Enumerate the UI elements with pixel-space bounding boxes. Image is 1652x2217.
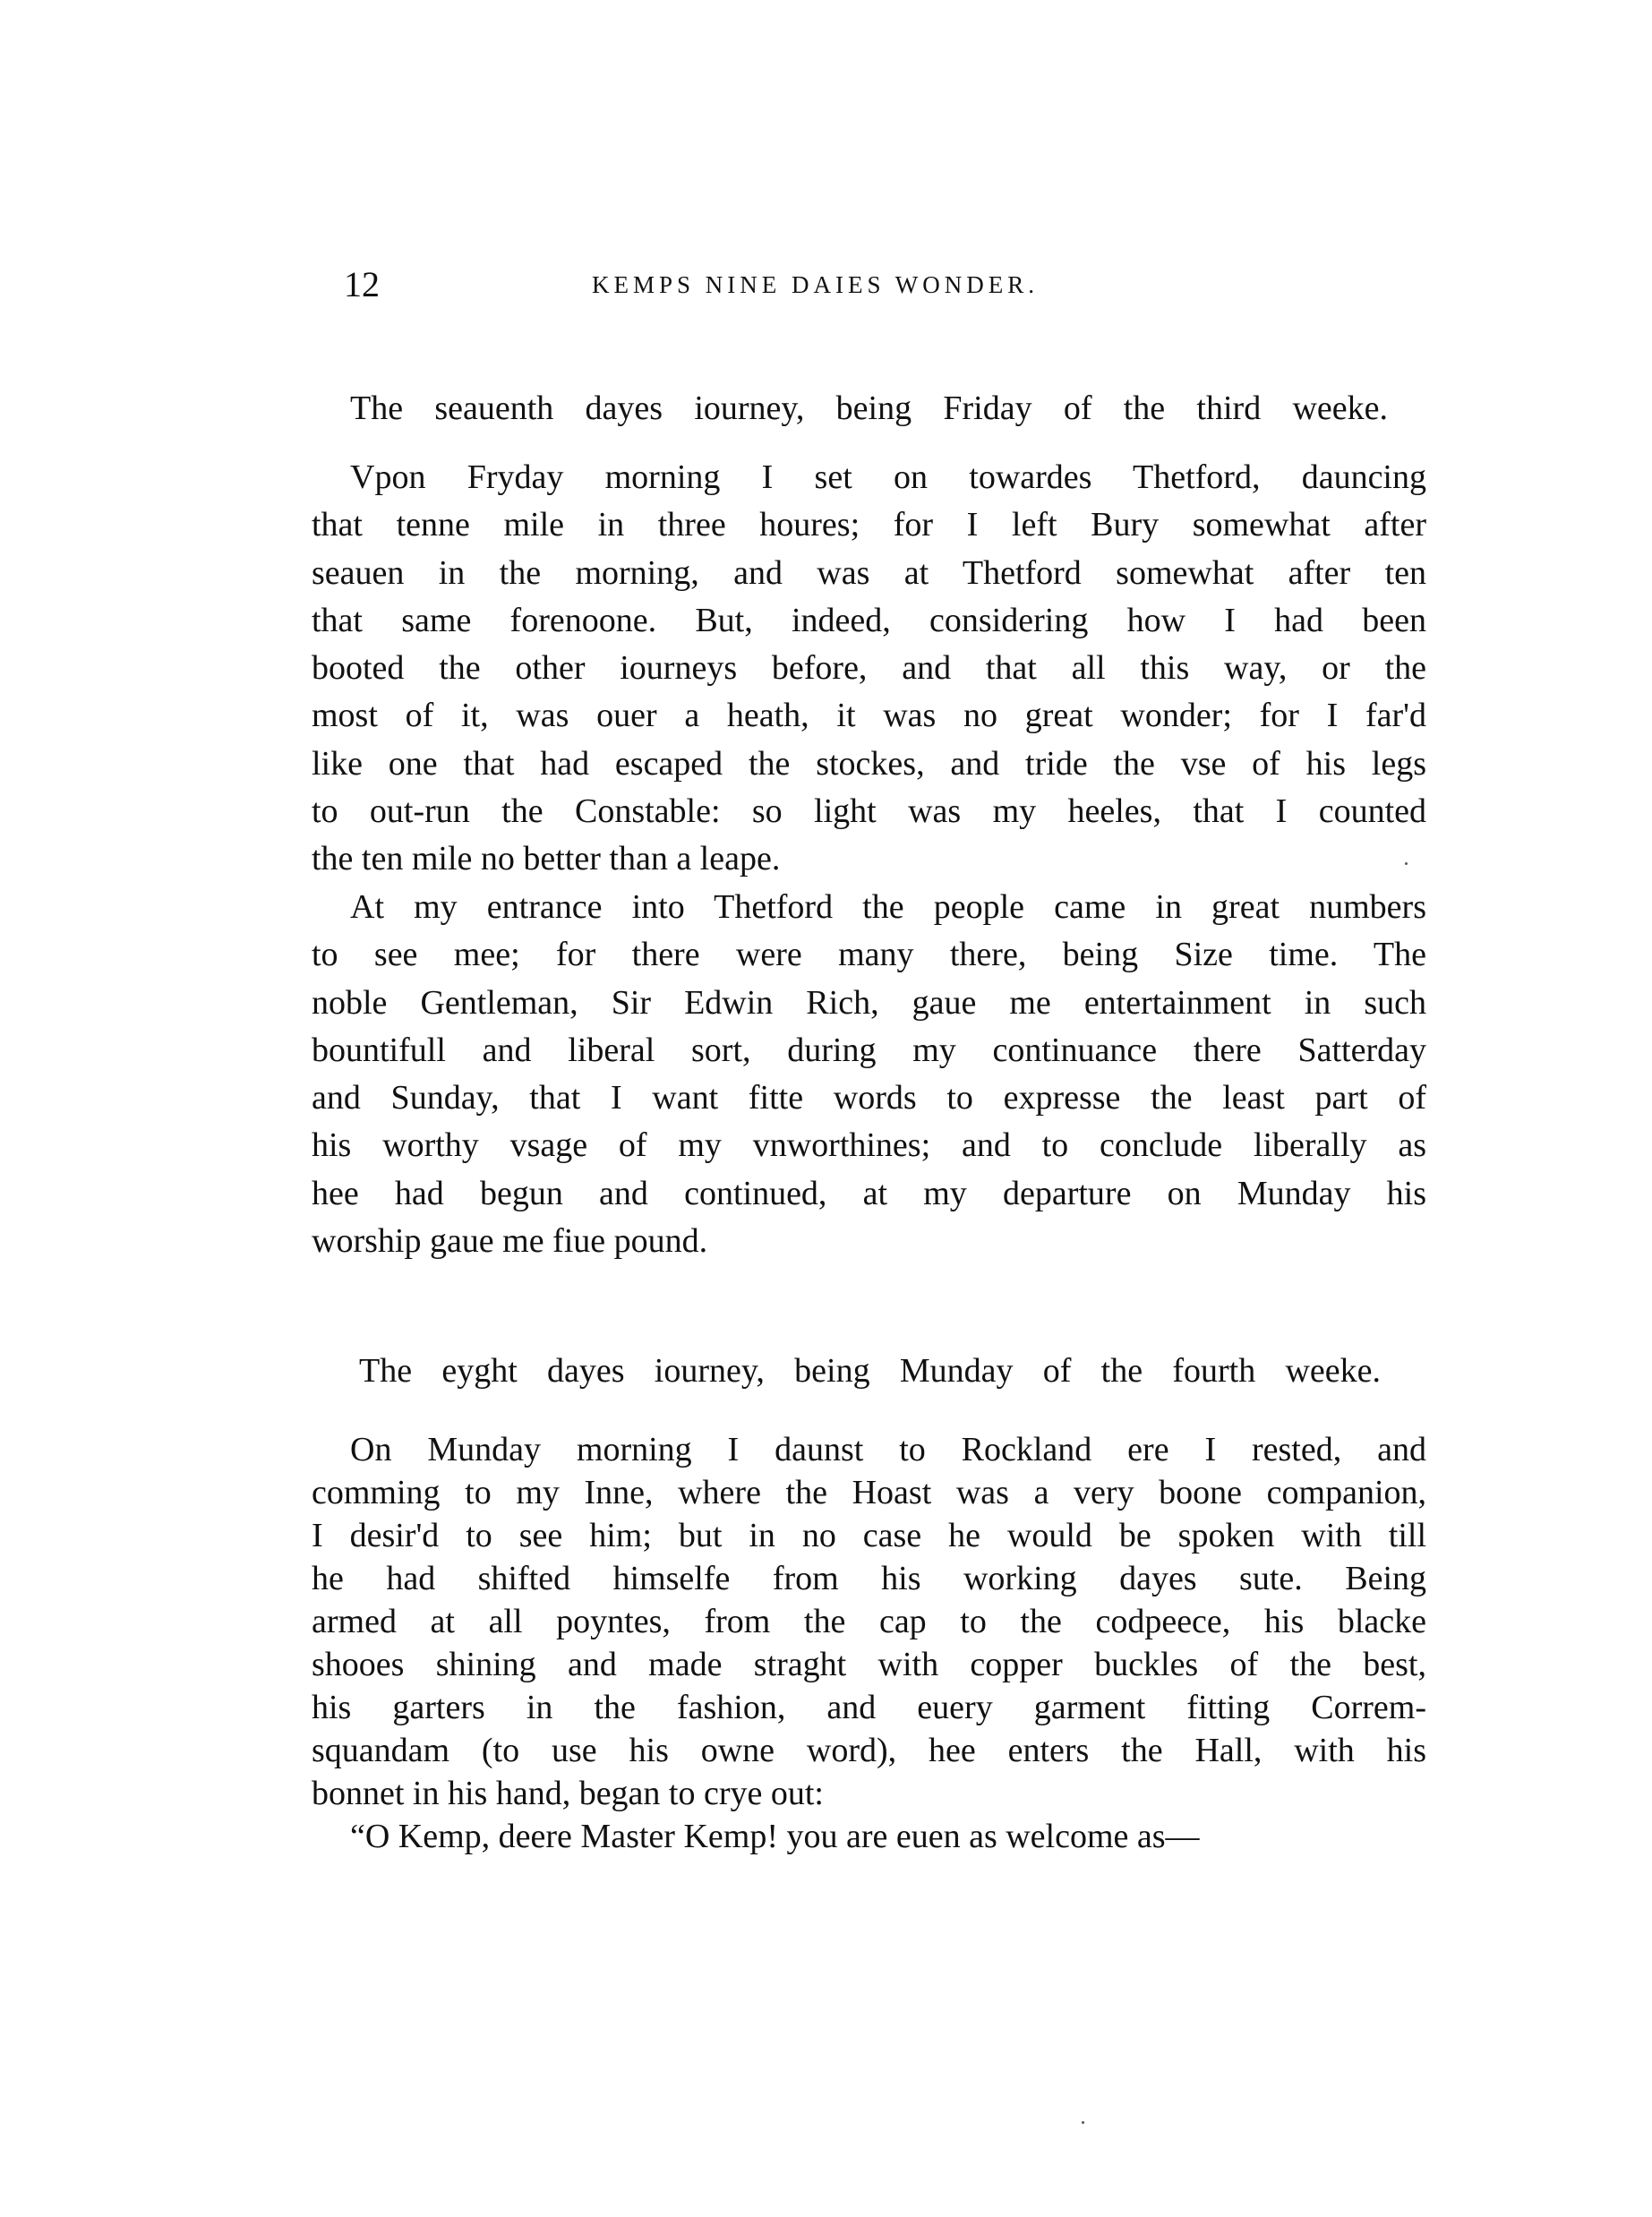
paragraph xyxy=(312,1428,1426,1815)
text-line: his worthy vsage of my vnworthines; and to conclude liberally as xyxy=(312,1126,1426,1165)
text-line: booted the other iourneys before, and that all this way, or the xyxy=(312,649,1426,688)
text-line: noble Gentleman, Sir Edwin Rich, gaue me entertainment in such xyxy=(312,983,1426,1022)
text-line: that same forenoone. But, indeed, considering how I had been xyxy=(312,601,1426,639)
text-line: Vpon Fryday morning I set on towardes Thetford, dauncing xyxy=(350,458,1426,496)
text-line: most of it, was ouer a heath, it was no great wonder; for I far'd xyxy=(312,697,1426,735)
print-speck xyxy=(1082,2121,1084,2124)
text-line: At my entrance into Thetford the people came in great numbers xyxy=(350,888,1426,926)
running-head: KEMPS NINE DAIES WONDER. xyxy=(591,271,1039,298)
text-line: comming to my Inne, where the Hoast was a very boone companion, xyxy=(312,1474,1426,1511)
text-line: to see mee; for there were many there, being Size time. The xyxy=(312,936,1426,974)
text-line: seauen in the morning, and was at Thetford somewhat after ten xyxy=(312,553,1426,592)
text-line: hee had begun and continued, at my departure on Munday his xyxy=(312,1174,1426,1212)
text-line: like one that had escaped the stockes, and tride the vse of his legs xyxy=(312,744,1426,783)
page-number: 12 xyxy=(344,264,380,304)
text-line: that tenne mile in three houres; for I left Bury somewhat after xyxy=(312,506,1426,544)
text-line: bonnet in his hand, began to crye out: xyxy=(312,1775,824,1812)
text-line: “O Kemp, deere Master Kemp! you are euen as welcome as— xyxy=(350,1818,1200,1855)
paragraph xyxy=(312,1815,1426,1858)
text-line: his garters in the fashion, and euery garment fitting Correm- xyxy=(312,1689,1426,1726)
text-line: worship gaue me fiue pound. xyxy=(312,1222,708,1261)
text-line: to out-run the Constable: so light was my heeles, that I counted xyxy=(312,792,1426,831)
text-line: I desir'd to see him; but in no case he would be spoken with till xyxy=(312,1517,1426,1554)
text-line: he had shifted himselfe from his working dayes sute. Being xyxy=(312,1560,1426,1597)
text-line: armed at all poyntes, from the cap to the codpeece, his blacke xyxy=(312,1603,1426,1640)
text-line: squandam (to use his owne word), hee enters the Hall, with his xyxy=(312,1732,1426,1769)
paragraph xyxy=(312,884,1426,1265)
print-speck xyxy=(1405,862,1408,865)
text-line: and Sunday, that I want fitte words to expresse the least part of xyxy=(312,1079,1426,1117)
section-heading: The seauenth dayes iourney, being Friday of the third weeke. xyxy=(350,389,1388,427)
text-line: bountifull and liberal sort, during my continuance there Satterday xyxy=(312,1031,1426,1069)
text-line: On Munday morning I daunst to Rockland ere I rested, and xyxy=(350,1431,1426,1468)
section-heading: The eyght dayes iourney, being Munday of the fourth weeke. xyxy=(359,1352,1381,1390)
paragraph xyxy=(312,454,1426,884)
text-line: shooes shining and made straght with copper buckles of the best, xyxy=(312,1646,1426,1683)
text-line: the ten mile no better than a leape. xyxy=(312,840,781,878)
